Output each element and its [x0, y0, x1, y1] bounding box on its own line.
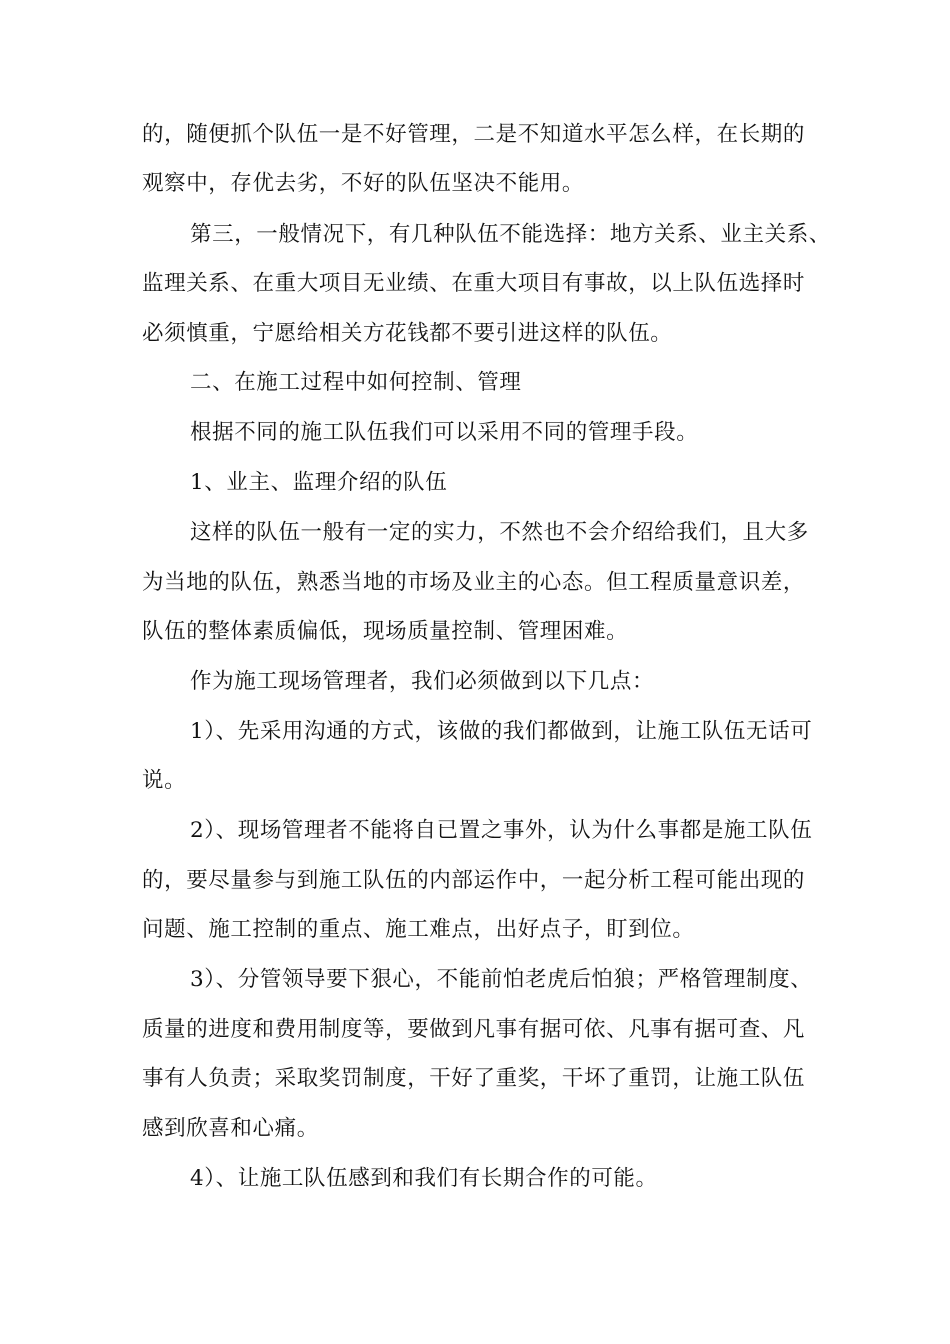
text-line: 说。 [142, 768, 187, 793]
text-line: 的，随便抓个队伍一是不好管理，二是不知道水平怎么样，在长期的 [142, 122, 806, 147]
text-line: 感到欣喜和心痛。 [142, 1116, 319, 1141]
list-item-line: 3）、分管领导要下狠心，不能前怕老虎后怕狼；严格管理制度、 [190, 967, 813, 992]
list-item-line: 2）、现场管理者不能将自已置之事外，认为什么事都是施工队伍 [190, 818, 813, 843]
list-item-line: 1）、先采用沟通的方式，该做的我们都做到，让施工队伍无话可 [190, 719, 813, 744]
text-line: 观察中，存优去劣，不好的队伍坚决不能用。 [142, 171, 585, 196]
text-line: 监理关系、在重大项目无业绩、在重大项目有事故，以上队伍选择时 [142, 271, 806, 296]
text-line: 为当地的队伍，熟悉当地的市场及业主的心态。但工程质量意识差， [142, 570, 806, 595]
text-line: 质量的进度和费用制度等，要做到凡事有据可依、凡事有据可查、凡 [142, 1017, 806, 1042]
section-heading: 二、在施工过程中如何控制、管理 [190, 370, 522, 395]
text-line: 问题、施工控制的重点、施工难点，出好点子，盯到位。 [142, 917, 695, 942]
paragraph-line: 根据不同的施工队伍我们可以采用不同的管理手段。 [190, 420, 699, 445]
text-line: 队伍的整体素质偏低，现场质量控制、管理困难。 [142, 619, 629, 644]
text-line: 的，要尽量参与到施工队伍的内部运作中，一起分析工程可能出现的 [142, 868, 806, 893]
text-line: 必须慎重，宁愿给相关方花钱都不要引进这样的队伍。 [142, 321, 673, 346]
list-item-line: 4）、让施工队伍感到和我们有长期合作的可能。 [190, 1166, 658, 1191]
paragraph-line: 第三，一般情况下，有几种队伍不能选择：地方关系、业主关系、 [190, 222, 831, 247]
subsection-heading: 1、业主、监理介绍的队伍 [190, 470, 448, 495]
paragraph-line: 这样的队伍一般有一定的实力，不然也不会介绍给我们，且大多 [190, 520, 809, 545]
text-line: 事有人负责；采取奖罚制度，干好了重奖，干坏了重罚，让施工队伍 [142, 1066, 806, 1091]
paragraph-line: 作为施工现场管理者，我们必须做到以下几点： [190, 669, 655, 694]
